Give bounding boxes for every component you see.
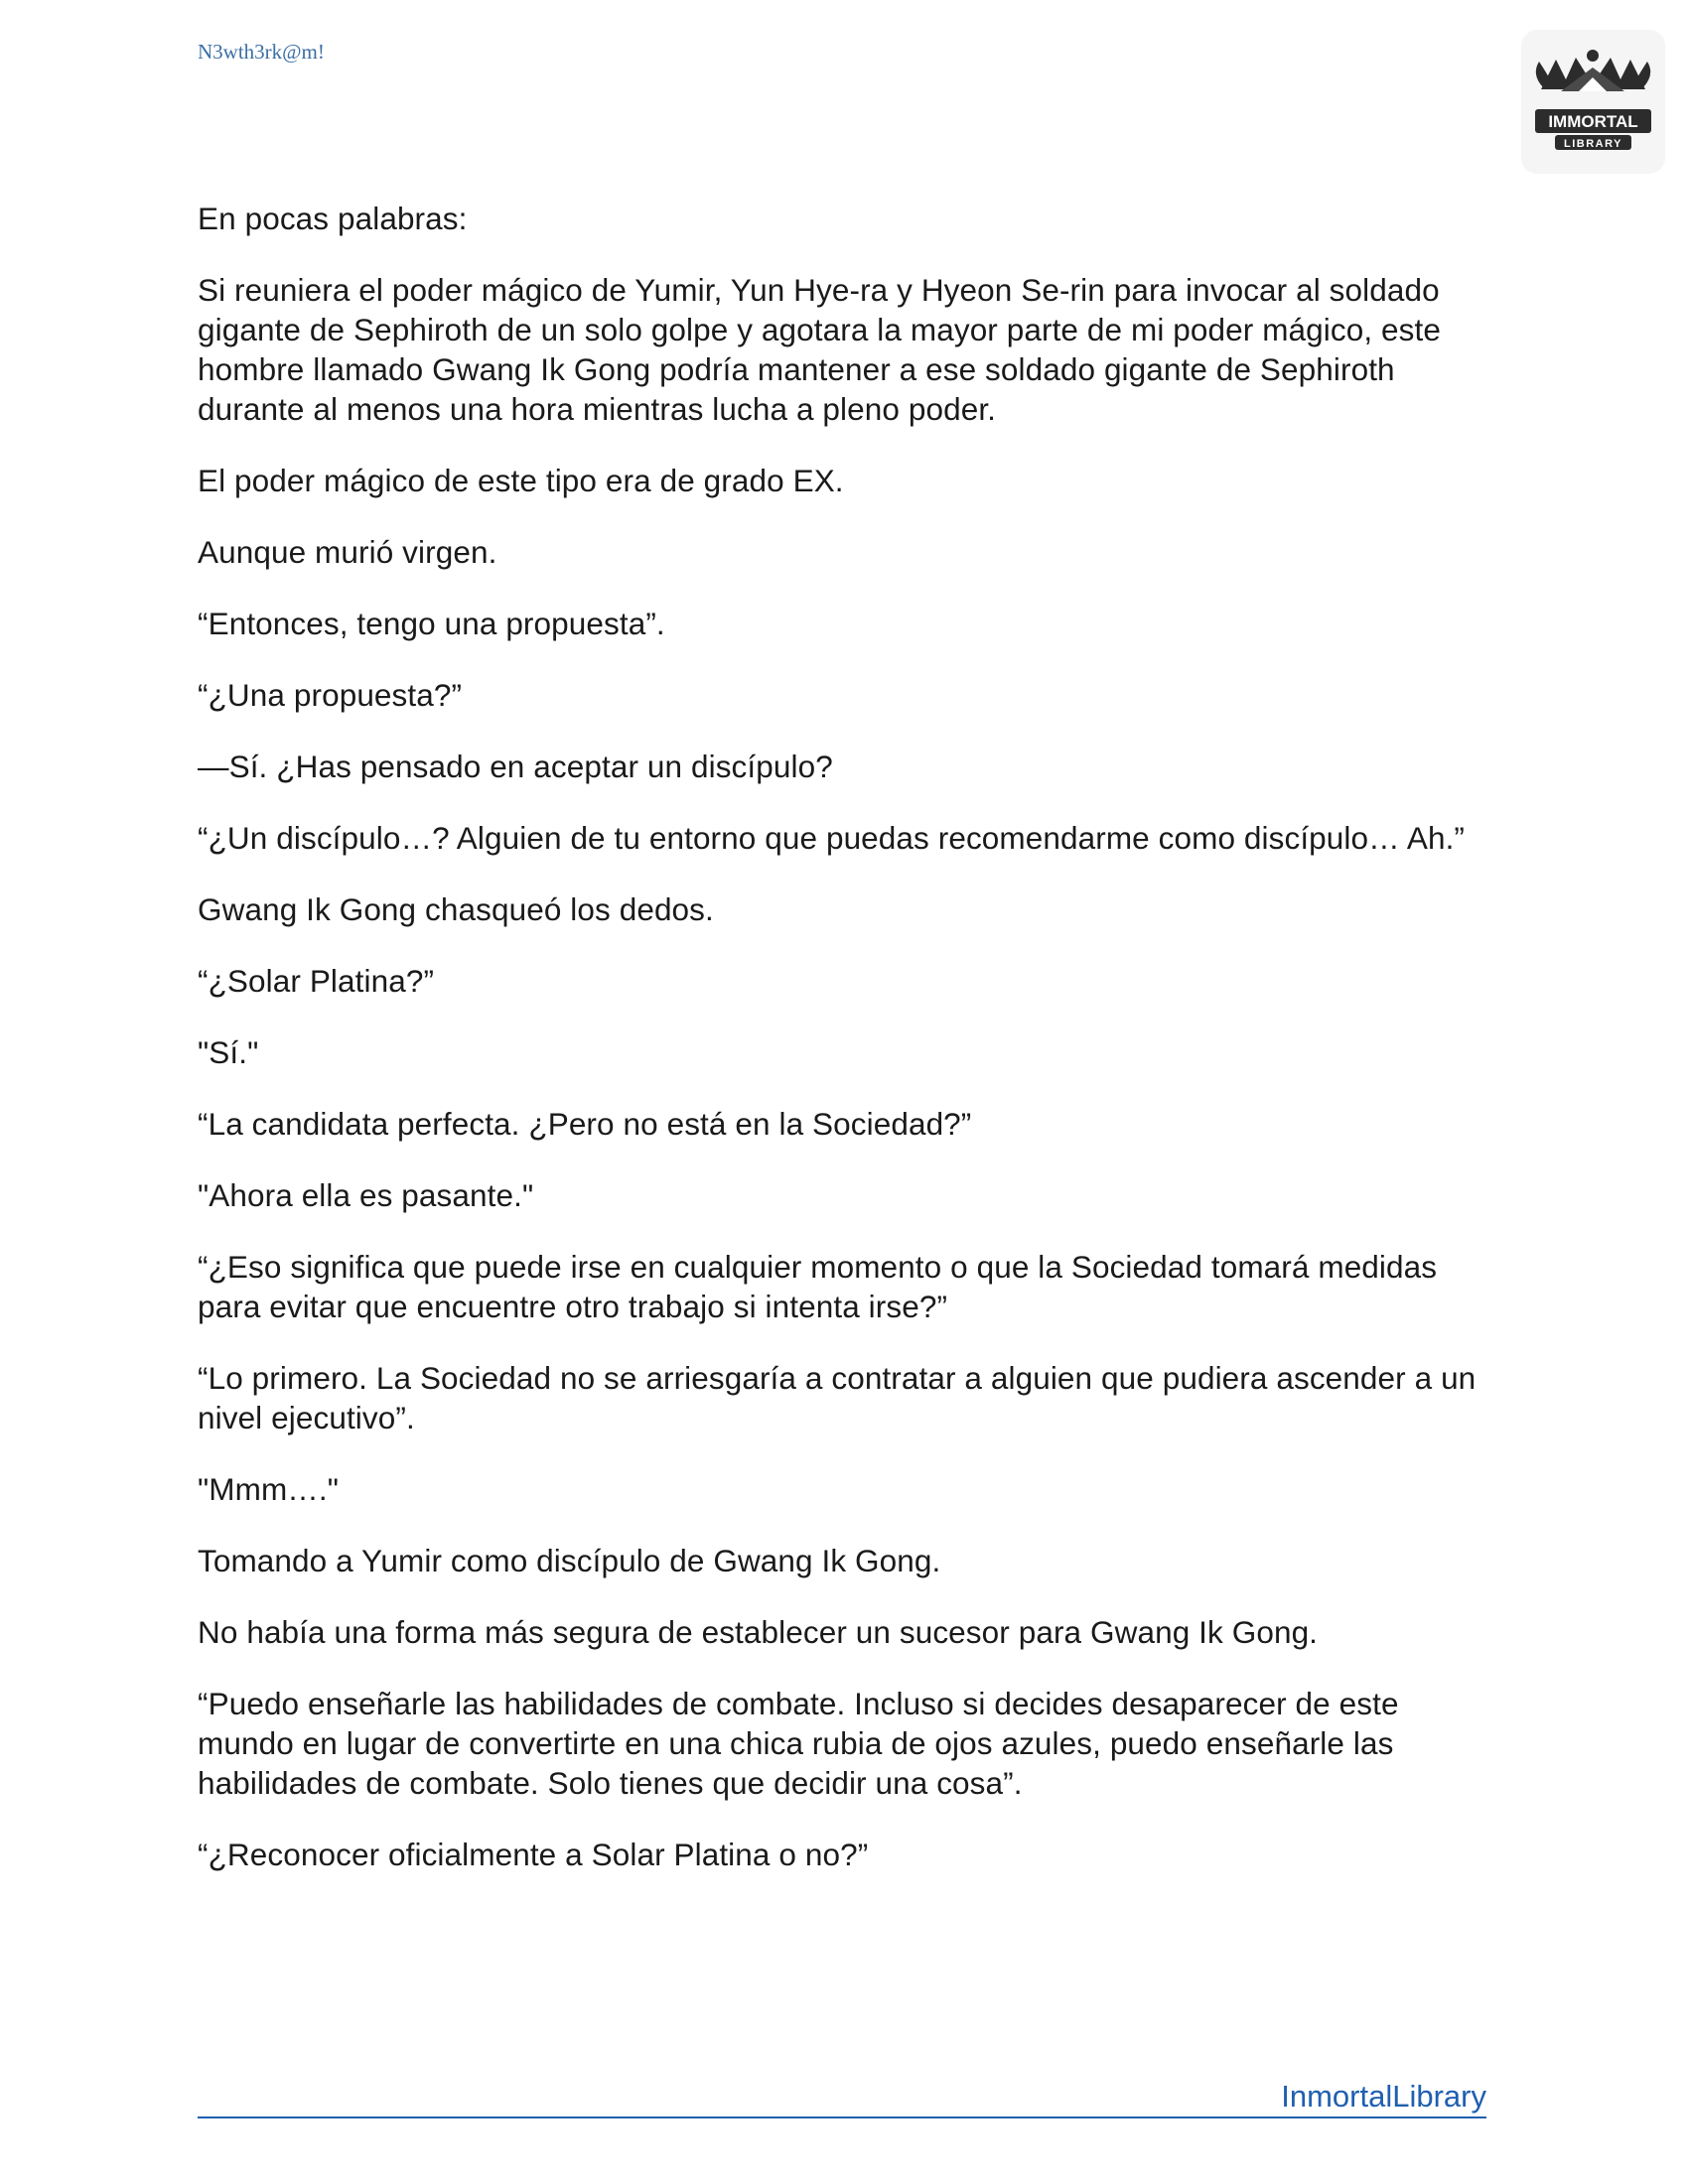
paragraph: Si reuniera el poder mágico de Yumir, Yun Hye-ra y Hyeon Se-rin para invocar al soldado gigante de Sephiroth de un solo golpe y agotara la mayor parte de mi poder mágico, este hombre llamado Gwang Ik Gong podría mantener a ese soldado gigante de Sephiroth durante al menos una hora mientras lucha a pleno poder.: [198, 272, 1441, 427]
paragraph: “¿Eso significa que puede irse en cualquier momento o que la Sociedad tomará medidas para evitar que encuentre otro trabajo si intenta irse?”: [198, 1249, 1438, 1324]
footer-divider: [198, 2116, 1486, 2118]
paragraph: "Ahora ella es pasante.": [198, 1177, 534, 1213]
logo-text-line1: IMMORTAL: [1548, 112, 1638, 131]
paragraph: No había una forma más segura de establecer un sucesor para Gwang Ik Gong.: [198, 1614, 1319, 1650]
paragraph: “¿Una propuesta?”: [198, 677, 463, 713]
paragraph: “¿Solar Platina?”: [198, 963, 435, 999]
immortal-library-logo: [1521, 30, 1665, 174]
paragraph: En pocas palabras:: [198, 201, 468, 236]
paragraph: Tomando a Yumir como discípulo de Gwang Ik Gong.: [198, 1543, 941, 1578]
header-tag: N3wth3rk@m!: [198, 40, 325, 64]
paragraph: El poder mágico de este tipo era de grado EX.: [198, 463, 844, 498]
paragraph: "Mmm….": [198, 1471, 340, 1507]
document-body: [198, 199, 1488, 1906]
paragraph: “Lo primero. La Sociedad no se arriesgaría a contratar a alguien que pudiera ascender a un nivel ejecutivo”.: [198, 1360, 1477, 1435]
paragraph: Aunque murió virgen.: [198, 534, 497, 570]
paragraph: “La candidata perfecta. ¿Pero no está en la Sociedad?”: [198, 1106, 972, 1142]
logo-text-line2: LIBRARY: [1564, 138, 1622, 150]
paragraph: “Puedo enseñarle las habilidades de combate. Incluso si decides desaparecer de este mundo en lugar de convertirte en una chica rubia de ojos azules, puedo enseñarle las habilidades de combate. Solo tienes que decidir una cosa”.: [198, 1686, 1399, 1801]
paragraph: Gwang Ik Gong chasqueó los dedos.: [198, 891, 714, 927]
logo-graphic: [1521, 30, 1665, 174]
paragraph: "Sí.": [198, 1034, 259, 1070]
paragraph: “Entonces, tengo una propuesta”.: [198, 606, 665, 641]
paragraph: “¿Un discípulo…? Alguien de tu entorno que puedas recomendarme como discípulo… Ah.”: [198, 820, 1466, 856]
footer-link[interactable]: InmortalLibrary: [1281, 2079, 1486, 2114]
paragraph: “¿Reconocer oficialmente a Solar Platina o no?”: [198, 1837, 869, 1872]
paragraph: —Sí. ¿Has pensado en aceptar un discípulo?: [198, 749, 833, 784]
